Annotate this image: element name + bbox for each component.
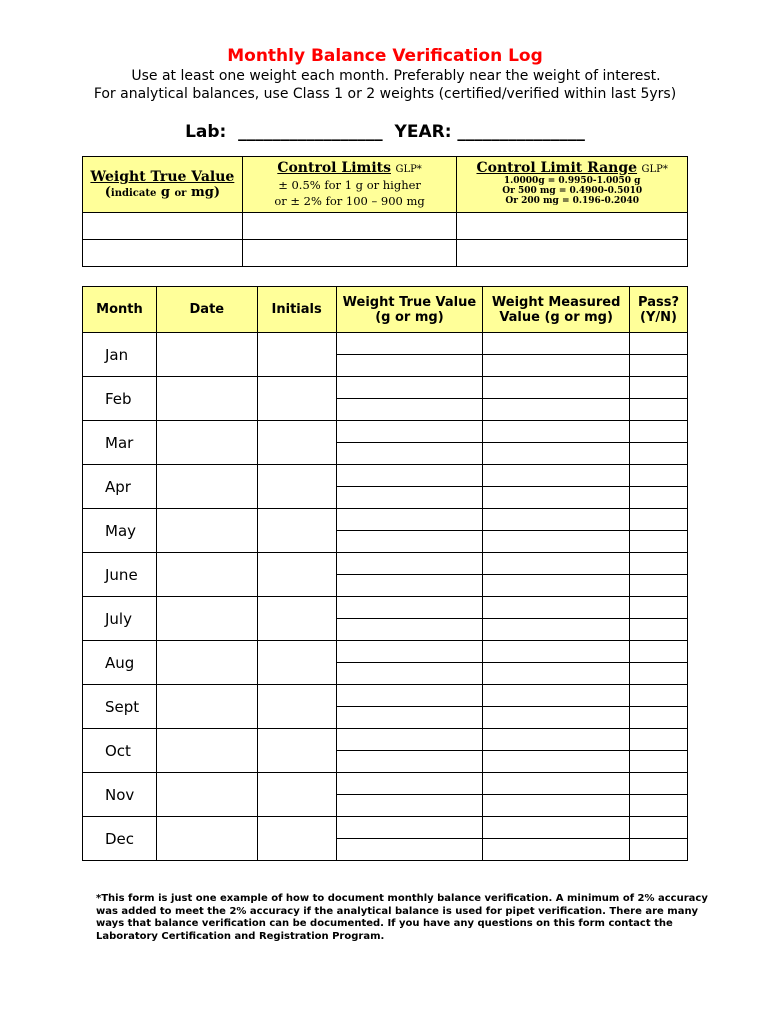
weight-measured-value-cell[interactable]	[483, 355, 630, 377]
date-header: Date	[156, 287, 257, 333]
date-cell[interactable]	[156, 465, 257, 509]
range-line-2: Or 500 mg = 0.4900-0.5010	[502, 186, 643, 196]
glp-label: GLP*	[641, 164, 668, 175]
weight-true-value-cell[interactable]	[336, 619, 483, 641]
control-limit-range-header	[457, 157, 688, 213]
table-row	[83, 421, 688, 443]
pass-cell[interactable]	[630, 377, 688, 399]
pass-cell[interactable]	[630, 443, 688, 465]
weight-true-value-cell[interactable]	[336, 729, 483, 751]
initials-cell[interactable]	[257, 421, 336, 465]
month-header: Month	[83, 287, 157, 333]
glp-label: GLP*	[395, 164, 422, 175]
weight-true-value-cell[interactable]	[336, 751, 483, 773]
control-limits-line-1: ± 0.5% for 1 g or higher	[278, 178, 421, 192]
initials-cell[interactable]	[257, 465, 336, 509]
control-limit-range-title: Control Limit Range	[476, 160, 638, 176]
weight-measured-value-cell[interactable]	[483, 641, 630, 663]
table-row	[83, 773, 688, 795]
initials-header: Initials	[257, 287, 336, 333]
pass-cell[interactable]	[630, 773, 688, 795]
weight-measured-value-cell[interactable]	[483, 487, 630, 509]
weight-measured-value-cell[interactable]	[483, 575, 630, 597]
weight-true-value-cell[interactable]	[336, 685, 483, 707]
date-cell[interactable]	[156, 597, 257, 641]
pass-cell[interactable]	[630, 421, 688, 443]
pass-cell[interactable]	[630, 333, 688, 355]
table-row	[83, 685, 688, 707]
table-row	[83, 817, 688, 839]
weight-true-value-cell[interactable]	[336, 641, 483, 663]
range-line-3: Or 200 mg = 0.196-0.2040	[505, 196, 639, 206]
weight-measured-value-cell[interactable]	[483, 663, 630, 685]
pass-cell[interactable]	[630, 817, 688, 839]
date-cell[interactable]	[156, 729, 257, 773]
initials-cell[interactable]	[257, 729, 336, 773]
range-line-1: 1.0000g = 0.9950-1.0050 g	[503, 176, 641, 186]
weight-measured-value-cell[interactable]	[483, 443, 630, 465]
blank-cell[interactable]	[457, 213, 688, 240]
weight-true-value-cell[interactable]	[336, 443, 483, 465]
pass-cell[interactable]	[630, 729, 688, 751]
blank-cell[interactable]	[83, 240, 243, 267]
pass-cell[interactable]	[630, 553, 688, 575]
date-cell[interactable]	[156, 333, 257, 377]
pass-cell[interactable]	[630, 707, 688, 729]
table-row	[83, 377, 688, 399]
footnote: *This form is just one example of how to document monthly balance verification. A minimum of 2% accuracy was added to meet the 2% accuracy if the analytical balance is used for pipet verification. There are many ways that balance verification can be documented. If you have any questions on this form contact the Laboratory Certification and Registration Program.	[96, 893, 708, 942]
month-cell: Dec	[83, 817, 157, 861]
weight-true-value-cell[interactable]	[336, 355, 483, 377]
weight-measured-value-cell[interactable]	[483, 377, 630, 399]
weight-measured-value-cell[interactable]	[483, 751, 630, 773]
month-cell: July	[83, 597, 157, 641]
control-limits-line-2: or ± 2% for 100 – 900 mg	[274, 194, 425, 208]
weight-true-value-cell[interactable]	[336, 575, 483, 597]
weight-true-value-cell[interactable]	[336, 773, 483, 795]
date-cell[interactable]	[156, 421, 257, 465]
instruction-line-1: Use at least one weight each month. Preferably near the weight of interest.	[131, 68, 661, 84]
weight-measured-value-cell[interactable]	[483, 685, 630, 707]
table-row	[83, 641, 688, 663]
weight-true-value-cell[interactable]	[336, 333, 483, 355]
instruction-line-2: For analytical balances, use Class 1 or 2 weights (certified/verified within last 5yrs)	[93, 86, 677, 102]
lab-year-line: Lab: _________________ YEAR: _______________	[185, 122, 585, 142]
weight-true-value-cell[interactable]	[336, 553, 483, 575]
weight-measured-value-cell[interactable]	[483, 553, 630, 575]
pass-cell[interactable]	[630, 795, 688, 817]
pass-cell[interactable]	[630, 355, 688, 377]
initials-cell[interactable]	[257, 377, 336, 421]
weight-true-value-cell[interactable]	[336, 597, 483, 619]
weight-measured-value-cell[interactable]	[483, 795, 630, 817]
or-label: or	[174, 188, 187, 199]
weight-measured-value-cell[interactable]	[483, 839, 630, 861]
weight-measured-value-cell[interactable]	[483, 817, 630, 839]
month-cell: Aug	[83, 641, 157, 685]
month-cell: May	[83, 509, 157, 553]
weight-measured-value-cell[interactable]	[483, 465, 630, 487]
pass-cell[interactable]	[630, 465, 688, 487]
initials-cell[interactable]	[257, 685, 336, 729]
weight-true-value-header: Weight True Value (indicate g or mg)	[83, 157, 243, 213]
weight-measured-value-cell[interactable]	[483, 333, 630, 355]
blank-cell[interactable]	[83, 213, 243, 240]
date-cell[interactable]	[156, 509, 257, 553]
initials-cell[interactable]	[257, 553, 336, 597]
pass-cell[interactable]	[630, 487, 688, 509]
monthly-log-table	[82, 286, 688, 861]
weight-true-value-cell[interactable]	[336, 487, 483, 509]
pass-cell[interactable]	[630, 751, 688, 773]
table-row	[83, 597, 688, 619]
weight-measured-value-cell[interactable]	[483, 531, 630, 553]
date-cell[interactable]	[156, 773, 257, 817]
pass-cell[interactable]	[630, 575, 688, 597]
pass-cell[interactable]	[630, 839, 688, 861]
table-row	[83, 465, 688, 487]
weight-true-value-cell[interactable]	[336, 795, 483, 817]
weight-measured-value-cell[interactable]	[483, 773, 630, 795]
weight-measured-value-cell[interactable]	[483, 707, 630, 729]
weight-measured-value-cell[interactable]	[483, 729, 630, 751]
month-cell: Nov	[83, 773, 157, 817]
weight-true-value-cell[interactable]	[336, 399, 483, 421]
date-cell[interactable]	[156, 377, 257, 421]
pass-cell[interactable]	[630, 619, 688, 641]
month-cell: Apr	[83, 465, 157, 509]
weight-true-value-title: Weight True Value	[90, 169, 235, 185]
blank-row	[83, 240, 688, 267]
table-row	[83, 333, 688, 355]
weight-true-value-cell[interactable]	[336, 509, 483, 531]
blank-cell[interactable]	[242, 213, 457, 240]
date-cell[interactable]	[156, 553, 257, 597]
pass-cell[interactable]	[630, 663, 688, 685]
weight-measured-value-header: Weight Measured Value (g or mg)	[483, 287, 630, 333]
weight-true-value-cell[interactable]	[336, 707, 483, 729]
month-cell: June	[83, 553, 157, 597]
weight-measured-value-cell[interactable]	[483, 399, 630, 421]
initials-cell[interactable]	[257, 817, 336, 861]
page-title: Monthly Balance Verification Log	[227, 46, 543, 66]
pass-cell[interactable]	[630, 685, 688, 707]
weight-measured-value-cell[interactable]	[483, 509, 630, 531]
initials-cell[interactable]	[257, 773, 336, 817]
blank-cell[interactable]	[242, 240, 457, 267]
initials-cell[interactable]	[257, 597, 336, 641]
initials-cell[interactable]	[257, 641, 336, 685]
pass-cell[interactable]	[630, 509, 688, 531]
initials-cell[interactable]	[257, 333, 336, 377]
weight-measured-value-cell[interactable]	[483, 597, 630, 619]
g-unit: g	[160, 185, 170, 200]
month-cell: Feb	[83, 377, 157, 421]
control-limits-title: Control Limits	[277, 160, 391, 176]
table-row	[83, 729, 688, 751]
month-cell: Oct	[83, 729, 157, 773]
pass-cell[interactable]	[630, 531, 688, 553]
date-cell[interactable]	[156, 685, 257, 729]
initials-cell[interactable]	[257, 509, 336, 553]
weight-true-value-cell[interactable]	[336, 663, 483, 685]
weight-true-value-cell[interactable]	[336, 839, 483, 861]
control-limits-table	[82, 156, 688, 267]
weight-true-value-cell[interactable]	[336, 817, 483, 839]
pass-cell[interactable]	[630, 399, 688, 421]
month-cell: Jan	[83, 333, 157, 377]
date-cell[interactable]	[156, 817, 257, 861]
table-row	[83, 509, 688, 531]
weight-measured-value-cell[interactable]	[483, 421, 630, 443]
mg-unit: mg	[190, 185, 214, 200]
month-cell: Sept	[83, 685, 157, 729]
date-cell[interactable]	[156, 641, 257, 685]
table-row	[83, 553, 688, 575]
pass-cell[interactable]	[630, 641, 688, 663]
blank-cell[interactable]	[457, 240, 688, 267]
control-limits-header	[242, 157, 457, 213]
weight-true-value-cell[interactable]	[336, 421, 483, 443]
weight-true-value-cell[interactable]	[336, 531, 483, 553]
pass-cell[interactable]	[630, 597, 688, 619]
weight-true-value-cell[interactable]	[336, 377, 483, 399]
indicate-label: indicate	[110, 188, 157, 199]
month-cell: Mar	[83, 421, 157, 465]
weight-true-value-cell[interactable]	[336, 465, 483, 487]
pass-header: Pass? (Y/N)	[630, 287, 688, 333]
weight-measured-value-cell[interactable]	[483, 619, 630, 641]
blank-row	[83, 213, 688, 240]
weight-true-value-header: Weight True Value (g or mg)	[336, 287, 483, 333]
